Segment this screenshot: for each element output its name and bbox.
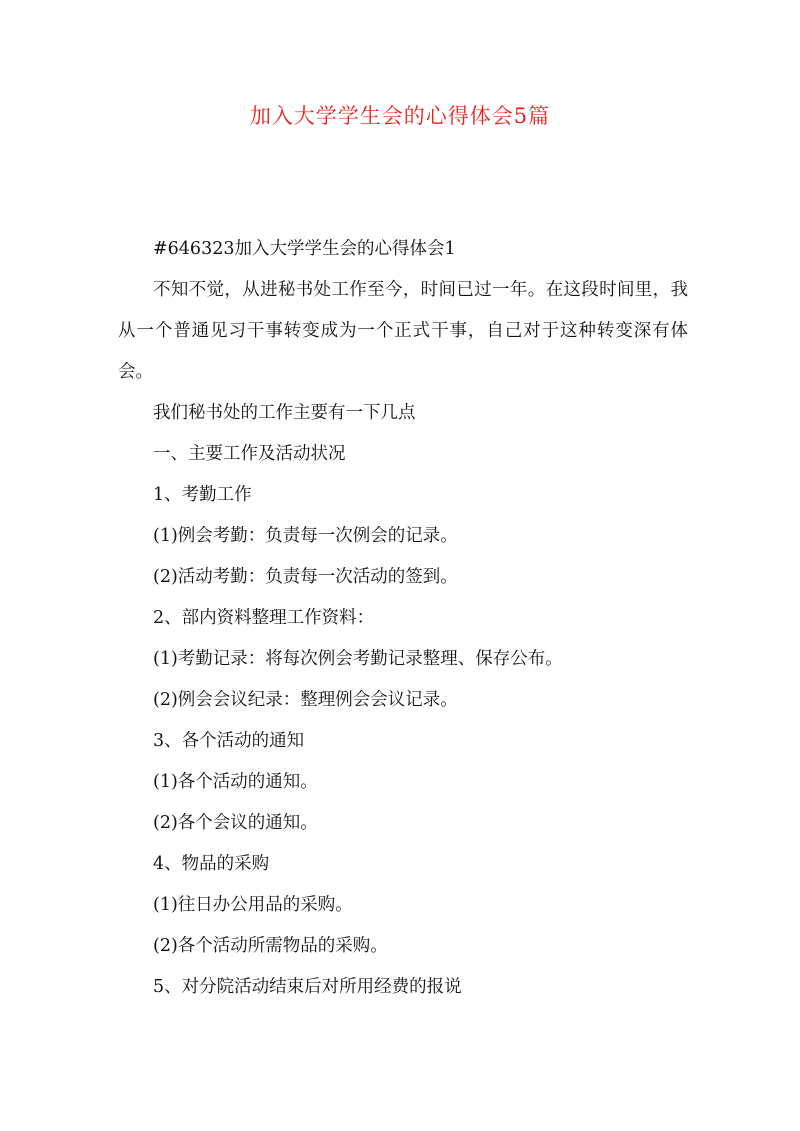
subitem-activity-supplies: (2)各个活动所需物品的采购。 xyxy=(153,936,388,956)
item-document-organization: 2、部内资料整理工作资料： xyxy=(153,608,375,628)
paragraph-heading-1: #646323加入大学学生会的心得体会1 xyxy=(153,239,456,259)
subitem-attendance-records: (1)考勤记录：将每次例会考勤记录整理、保存公布。 xyxy=(153,649,563,669)
item-attendance: 1、考勤工作 xyxy=(153,485,252,505)
section-heading-main-work: 一、主要工作及活动状况 xyxy=(153,444,346,464)
subitem-activity-notice: (1)各个活动的通知。 xyxy=(153,772,318,792)
paragraph-intro: 不知不觉，从进秘书处工作至今，时间已过一年。在这段时间里，我从一个普通见习干事转变成为一个正式干事，自己对于这种转变深有体会。 xyxy=(118,280,688,382)
item-expense-report: 5、对分院活动结束后对所用经费的报说 xyxy=(153,977,462,997)
document-body xyxy=(118,229,688,1008)
subitem-meeting-notice: (2)各个会议的通知。 xyxy=(153,813,318,833)
subitem-office-supplies: (1)往日办公用品的采购。 xyxy=(153,895,353,915)
item-activity-notices: 3、各个活动的通知 xyxy=(153,731,305,751)
item-procurement: 4、物品的采购 xyxy=(153,854,270,874)
document-title: 加入大学学生会的心得体会5篇 xyxy=(249,104,551,128)
subitem-activity-attendance: (2)活动考勤：负责每一次活动的签到。 xyxy=(153,567,458,587)
subitem-meeting-minutes: (2)例会会议纪录：整理例会会议记录。 xyxy=(153,690,458,710)
subitem-meeting-attendance: (1)例会考勤：负责每一次例会的记录。 xyxy=(153,526,458,546)
paragraph-work-overview: 我们秘书处的工作主要有一下几点 xyxy=(153,403,416,423)
